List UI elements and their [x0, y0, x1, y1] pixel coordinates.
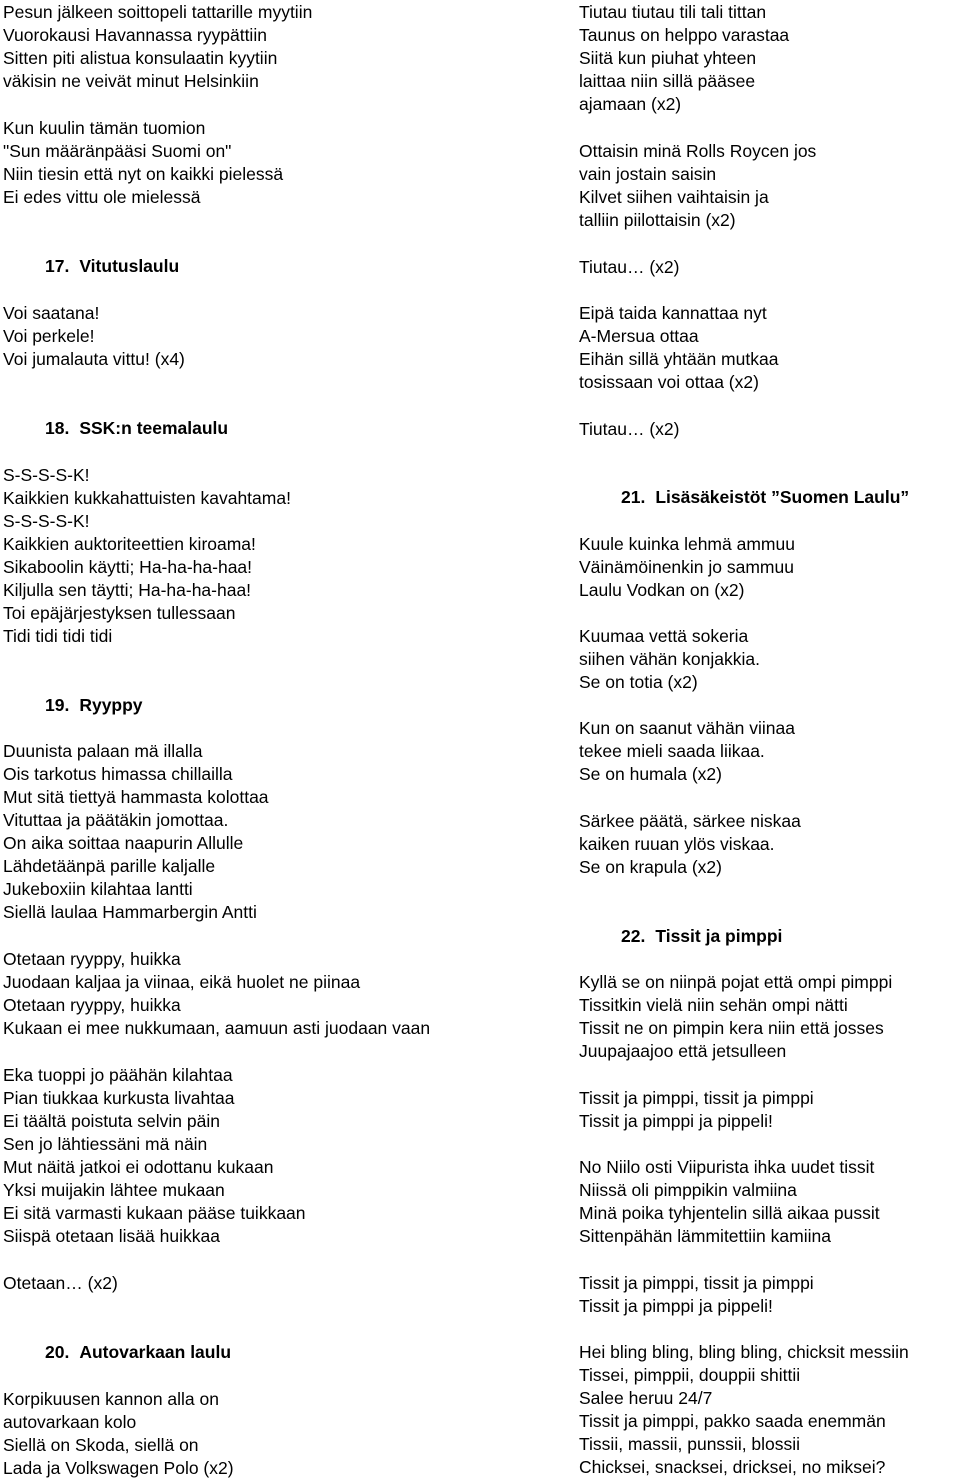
text-line: "Sun määränpääsi Suomi on" [3, 141, 232, 161]
text-line: Se on humala (x2) [579, 764, 722, 784]
text-line: Sitten piti alistua konsulaatin kyytiin [3, 48, 278, 68]
song-number: 17. [45, 256, 70, 276]
text-line: Salee heruu 24/7 [579, 1388, 713, 1408]
song-name: Ryyppy [79, 695, 143, 715]
text-line: talliin piilottaisin (x2) [579, 210, 736, 230]
song-name: SSK:n teemalaulu [79, 418, 229, 438]
text-line: Niin tiesin että nyt on kaikki pielessä [3, 164, 284, 184]
text-line: Tissii, massii, punssii, blossii [579, 1434, 801, 1454]
song-number: 20. [45, 1342, 70, 1362]
text-line: Kuumaa vettä sokeria [579, 626, 749, 646]
text-line: Särkee päätä, särkee niskaa [579, 811, 801, 831]
text-line: Tissit ja pimppi, tissit ja pimppi [579, 1273, 814, 1293]
song-name: Tissit ja pimppi [655, 926, 783, 946]
text-line: Voi jumalauta vittu! (x4) [3, 349, 185, 369]
text-line: Eihän sillä yhtään mutkaa [579, 349, 779, 369]
text-line: Se on totia (x2) [579, 672, 698, 692]
text-line: Kilvet siihen vaihtaisin ja [579, 187, 769, 207]
text-line: Ei sitä varmasti kukaan pääse tuikkaan [3, 1203, 306, 1223]
text-line: Siispä otetaan lisää huikkaa [3, 1226, 220, 1246]
text-line: Tissit ja pimppi ja pippeli! [579, 1296, 773, 1316]
text-line: Yksi muijakin lähtee mukaan [3, 1180, 225, 1200]
text-line: Tissit ja pimppi ja pippeli! [579, 1111, 773, 1131]
text-line: Lähdetäänpä parille kaljalle [3, 856, 216, 876]
text-line: Sikaboolin käytti; Ha-ha-ha-haa! [3, 557, 253, 577]
text-line: Niissä oli pimppikin valmiina [579, 1180, 797, 1200]
text-line: Väinämöinenkin jo sammuu [579, 557, 794, 577]
text-line: kaiken ruuan ylös viskaa. [579, 834, 775, 854]
text-line: Kun kuulin tämän tuomion [3, 118, 206, 138]
text-line: Eipä taida kannattaa nyt [579, 303, 767, 323]
text-line: On aika soittaa naapurin Allulle [3, 833, 244, 853]
text-line: tosissaan voi ottaa (x2) [579, 372, 759, 392]
text-line: Otetaan ryyppy, huikka [3, 995, 181, 1015]
text-line: Se on krapula (x2) [579, 857, 722, 877]
text-line: A-Mersua ottaa [579, 326, 699, 346]
song-number: 19. [45, 695, 70, 715]
song-name: Lisäsäkeistöt ”Suomen Laulu” [655, 487, 910, 507]
text-line: Korpikuusen kannon alla on [3, 1389, 219, 1409]
text-line: Ei täältä poistuta selvin päin [3, 1111, 220, 1131]
text-line: Sen jo lähtiessäni mä näin [3, 1134, 208, 1154]
text-line: Sittenpähän lämmitettiin kamiina [579, 1226, 831, 1246]
text-line: Duunista palaan mä illalla [3, 741, 203, 761]
text-line: Tidi tidi tidi tidi [3, 626, 113, 646]
text-line: Laulu Vodkan on (x2) [579, 580, 745, 600]
text-line: vain jostain saisin [579, 164, 717, 184]
song-name: Autovarkaan laulu [79, 1342, 232, 1362]
song-title [45, 694, 143, 717]
song-title [621, 486, 909, 509]
song-title [45, 417, 228, 440]
text-line: Pian tiukkaa kurkusta livahtaa [3, 1088, 235, 1108]
song-number: 22. [621, 926, 646, 946]
text-line: Tissei, pimppii, douppii shittii [579, 1365, 801, 1385]
text-line: No Niilo osti Viipurista ihka uudet tissit [579, 1157, 875, 1177]
text-line: Eka tuoppi jo päähän kilahtaa [3, 1065, 233, 1085]
text-line: Siellä laulaa Hammarbergin Antti [3, 902, 257, 922]
text-line: ajamaan (x2) [579, 94, 682, 114]
text-line: Siitä kun piuhat yhteen [579, 48, 757, 68]
text-line: Kukaan ei mee nukkumaan, aamuun asti juodaan vaan [3, 1018, 431, 1038]
text-line: S-S-S-S-K! [3, 465, 90, 485]
text-line: Tissit ja pimppi, tissit ja pimppi [579, 1088, 814, 1108]
text-line: Voi perkele! [3, 326, 95, 346]
text-line: Minä poika tyhjentelin sillä aikaa pussit [579, 1203, 880, 1223]
text-line: siihen vähän konjakkia. [579, 649, 760, 669]
text-line: Kuule kuinka lehmä ammuu [579, 534, 795, 554]
text-line: Chicksei, snacksei, dricksei, no miksei? [579, 1457, 886, 1477]
song-title [45, 1341, 231, 1364]
text-line: Ei edes vittu ole mielessä [3, 187, 201, 207]
text-line: Tiutau… (x2) [579, 257, 680, 277]
text-line: Vuorokausi Havannassa ryypättiin [3, 25, 267, 45]
text-line: Tissit ja pimppi, pakko saada enemmän [579, 1411, 886, 1431]
text-line: Juupajaajoo että jetsulleen [579, 1041, 787, 1061]
text-line: Siellä on Skoda, siellä on [3, 1435, 199, 1455]
text-line: Pesun jälkeen soittopeli tattarille myytiin [3, 2, 313, 22]
text-line: Toi epäjärjestyksen tullessaan [3, 603, 236, 623]
text-line: Kaikkien kukkahattuisten kavahtama! [3, 488, 291, 508]
text-line: Lada ja Volkswagen Polo (x2) [3, 1458, 234, 1478]
text-line: Otetaan ryyppy, huikka [3, 949, 181, 969]
text-line: Ottaisin minä Rolls Roycen jos [579, 141, 817, 161]
song-title [621, 925, 782, 948]
text-line: Vituttaa ja päätäkin jomottaa. [3, 810, 229, 830]
text-line: S-S-S-S-K! [3, 511, 90, 531]
text-line: laittaa niin sillä pääsee [579, 71, 756, 91]
text-line: Tiutau tiutau tili tali tittan [579, 2, 767, 22]
text-line: Taunus on helppo varastaa [579, 25, 790, 45]
text-line: Otetaan… (x2) [3, 1273, 118, 1293]
text-line: Juodaan kaljaa ja viinaa, eikä huolet ne piinaa [3, 972, 361, 992]
text-line: Kiljulla sen täytti; Ha-ha-ha-haa! [3, 580, 252, 600]
text-line: tekee mieli saada liikaa. [579, 741, 765, 761]
song-number: 18. [45, 418, 70, 438]
text-line: Tiutau… (x2) [579, 419, 680, 439]
song-name: Vitutuslaulu [79, 256, 180, 276]
text-line: Tissitkin vielä niin sehän ompi nätti [579, 995, 848, 1015]
text-line: Tissit ne on pimpin kera niin että josses [579, 1018, 884, 1038]
text-line: Mut sitä tiettyä hammasta kolottaa [3, 787, 269, 807]
text-line: Kyllä se on niinpä pojat että ompi pimppi [579, 972, 893, 992]
song-number: 21. [621, 487, 646, 507]
text-line: autovarkaan kolo [3, 1412, 137, 1432]
text-line: Kun on saanut vähän viinaa [579, 718, 795, 738]
song-title [45, 255, 179, 278]
text-line: Mut näitä jatkoi ei odottanu kukaan [3, 1157, 274, 1177]
text-line: Voi saatana! [3, 303, 100, 323]
text-line: Kaikkien auktoriteettien kiroama! [3, 534, 256, 554]
text-line: Ois tarkotus himassa chillailla [3, 764, 233, 784]
text-line: väkisin ne veivät minut Helsinkiin [3, 71, 259, 91]
text-line: Hei bling bling, bling bling, chicksit messiin [579, 1342, 909, 1362]
text-line: Jukeboxiin kilahtaa lantti [3, 879, 193, 899]
